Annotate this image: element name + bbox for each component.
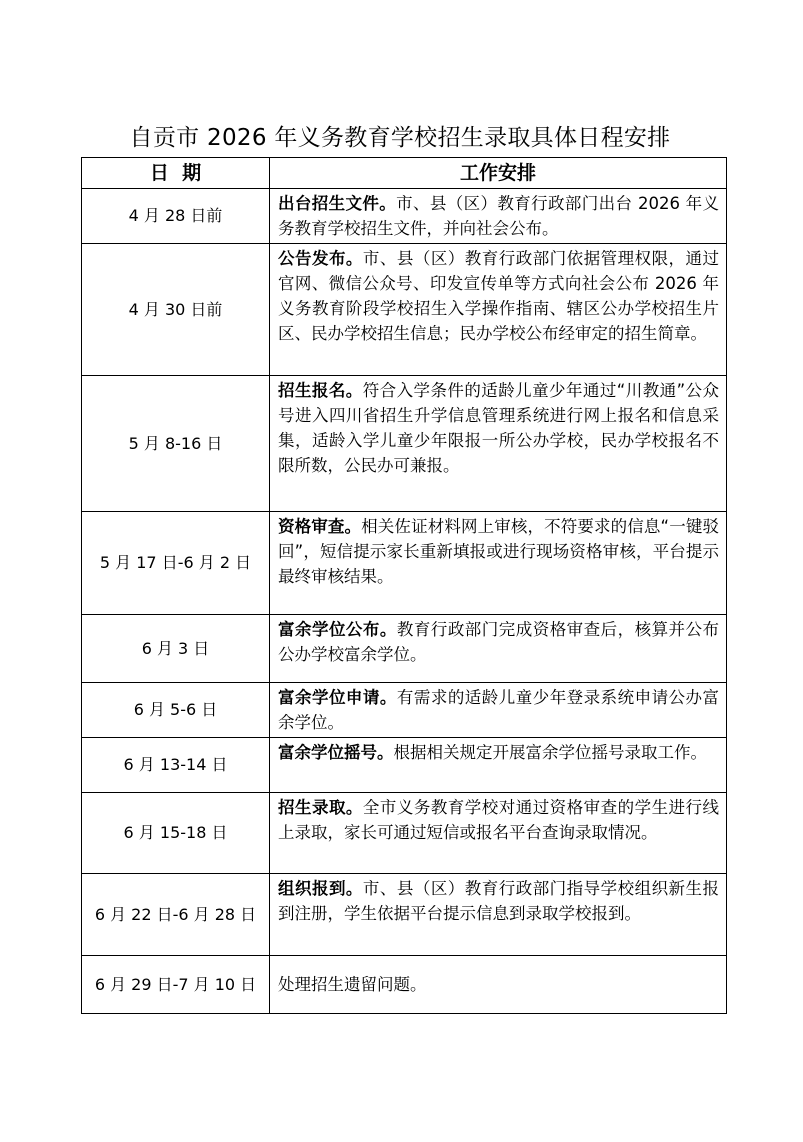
work-heading: 富余学位申请。 (278, 688, 397, 707)
work-body: 符合入学条件的适龄儿童少年通过“川教通”公众号进入四川省招生升学信息管理系统进行网上报名和信息采集，适龄入学儿童少年限报一所公办学校，民办学校报名不限所数，公民办可兼报。 (278, 381, 719, 475)
table-row (82, 512, 727, 615)
work-cell (270, 874, 727, 956)
date-cell: 4 月 30 日前 (82, 244, 270, 376)
work-body: 全市义务教育学校对通过资格审查的学生进行线上录取，家长可通过短信或报名平台查询录取情况。 (278, 798, 720, 842)
work-heading: 公告发布。 (278, 249, 363, 268)
work-cell (270, 244, 727, 376)
table-row (82, 793, 727, 874)
work-cell (270, 189, 727, 244)
date-column-header: 日 期 (82, 158, 270, 189)
work-cell (270, 793, 727, 874)
table-row (82, 956, 727, 1014)
table-row (82, 189, 727, 244)
work-body: 教育行政部门完成资格审查后，核算并公布公办学校富余学位。 (278, 620, 720, 664)
work-body: 市、县（区）教育行政部门出台 2026 年义务教育学校招生文件，并向社会公布。 (278, 194, 720, 238)
document-title: 自贡市 2026 年义务教育学校招生录取具体日程安排 (129, 125, 671, 151)
date-cell: 5 月 8-16 日 (82, 376, 270, 512)
work-heading: 组织报到。 (278, 879, 363, 898)
work-column-header: 工作安排 (270, 158, 727, 189)
schedule-table (81, 157, 727, 1014)
date-cell: 6 月 13-14 日 (82, 738, 270, 793)
table-row (82, 376, 727, 512)
work-body: 市、县（区）教育行政部门指导学校组织新生报到注册，学生依据平台提示信息到录取学校报到。 (278, 879, 720, 923)
date-cell: 6 月 3 日 (82, 615, 270, 683)
date-cell: 4 月 28 日前 (82, 189, 270, 244)
work-heading: 出台招生文件。 (278, 194, 397, 213)
table-header-row (82, 158, 727, 189)
date-cell: 6 月 29 日-7 月 10 日 (82, 956, 270, 1014)
date-cell: 6 月 5-6 日 (82, 683, 270, 738)
work-heading: 招生报名。 (278, 381, 363, 400)
date-cell: 6 月 22 日-6 月 28 日 (82, 874, 270, 956)
table-row (82, 874, 727, 956)
table-row (82, 683, 727, 738)
work-heading: 富余学位摇号。 (278, 743, 394, 762)
work-cell (270, 738, 727, 793)
work-body: 根据相关规定开展富余学位摇号录取工作。 (393, 743, 707, 762)
work-heading: 招生录取。 (278, 798, 363, 817)
table-row (82, 615, 727, 683)
work-cell (270, 615, 727, 683)
work-cell (270, 512, 727, 615)
work-cell (270, 376, 727, 512)
work-heading: 富余学位公布。 (278, 620, 397, 639)
work-cell (270, 683, 727, 738)
work-body: 相关佐证材料网上审核，不符要求的信息“一键驳回”，短信提示家长重新填报或进行现场资格审核，平台提示最终审核结果。 (278, 517, 719, 586)
work-body: 有需求的适龄儿童少年登录系统申请公办富余学位。 (278, 688, 720, 732)
date-cell: 6 月 15-18 日 (82, 793, 270, 874)
table-row (82, 738, 727, 793)
work-cell (270, 956, 727, 1014)
date-cell: 5 月 17 日-6 月 2 日 (82, 512, 270, 615)
work-heading: 资格审查。 (278, 517, 362, 536)
work-body: 市、县（区）教育行政部门依据管理权限，通过官网、微信公众号、印发宣传单等方式向社会公布 2026 年义务教育阶段学校招生入学操作指南、辖区公办学校招生片区、民办学校招生信息；民办学校公布经审定的招生简章。 (278, 249, 720, 343)
table-row (82, 244, 727, 376)
work-body: 处理招生遗留问题。 (278, 975, 427, 994)
